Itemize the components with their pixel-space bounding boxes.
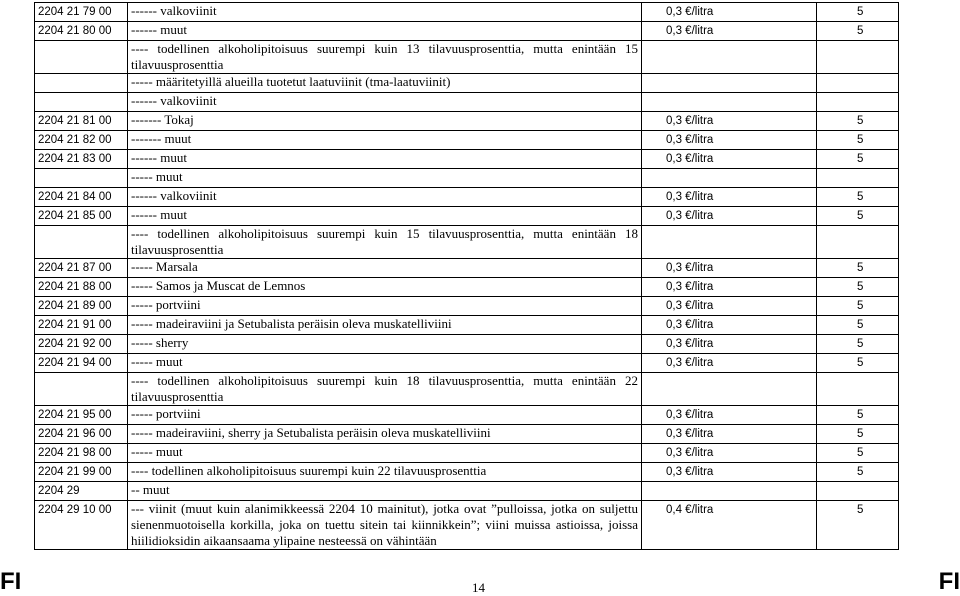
description-cell: ----- Samos ja Muscat de Lemnos bbox=[128, 278, 642, 297]
duty-rate-cell: 0,3 €/litra bbox=[642, 259, 817, 278]
tariff-row bbox=[35, 501, 899, 550]
cn-code-cell: 2204 21 79 00 bbox=[35, 3, 128, 22]
duty-rate-cell: 0,3 €/litra bbox=[642, 112, 817, 131]
duty-rate-cell: 0,3 €/litra bbox=[642, 406, 817, 425]
cn-code-cell: 2204 21 81 00 bbox=[35, 112, 128, 131]
cn-code-cell bbox=[35, 93, 128, 112]
description-cell: ------ valkoviinit bbox=[128, 188, 642, 207]
tariff-row bbox=[35, 463, 899, 482]
staging-category-cell bbox=[817, 482, 899, 501]
staging-category-cell bbox=[817, 74, 899, 93]
cn-code-cell: 2204 21 99 00 bbox=[35, 463, 128, 482]
description-cell: ------ muut bbox=[128, 207, 642, 226]
duty-rate-cell: 0,3 €/litra bbox=[642, 22, 817, 41]
staging-category-cell: 5 bbox=[817, 112, 899, 131]
staging-category-cell: 5 bbox=[817, 207, 899, 226]
duty-rate-cell bbox=[642, 226, 817, 259]
tariff-row bbox=[35, 93, 899, 112]
staging-category-cell: 5 bbox=[817, 335, 899, 354]
staging-category-cell: 5 bbox=[817, 131, 899, 150]
duty-rate-cell bbox=[642, 482, 817, 501]
cn-code-cell bbox=[35, 226, 128, 259]
tariff-row bbox=[35, 3, 899, 22]
cn-code-cell: 2204 21 92 00 bbox=[35, 335, 128, 354]
cn-code-cell: 2204 21 83 00 bbox=[35, 150, 128, 169]
tariff-row bbox=[35, 150, 899, 169]
tariff-table-body bbox=[35, 3, 899, 550]
description-cell: --- viinit (muut kuin alanimikkeessä 2204 10 mainitut), jotka ovat ”pulloissa, jotka on suljettu sienenmuotoisella korkilla, joka on tuettu sitein tai kiinnikkein”; viini muissa astioissa, joissa hiilidioksidin aikaansaama ylipaine nesteessä on vähintään bbox=[128, 501, 642, 550]
description-cell: ---- todellinen alkoholipitoisuus suurempi kuin 13 tilavuusprosenttia, mutta enintään 15 tilavuusprosenttia bbox=[128, 41, 642, 74]
tariff-row bbox=[35, 482, 899, 501]
duty-rate-cell: 0,3 €/litra bbox=[642, 335, 817, 354]
description-cell: ------ valkoviinit bbox=[128, 93, 642, 112]
description-cell: ------ muut bbox=[128, 150, 642, 169]
description-cell: ------ valkoviinit bbox=[128, 3, 642, 22]
staging-category-cell: 5 bbox=[817, 278, 899, 297]
description-cell: ---- todellinen alkoholipitoisuus suurempi kuin 22 tilavuusprosenttia bbox=[128, 463, 642, 482]
duty-rate-cell: 0,3 €/litra bbox=[642, 3, 817, 22]
description-cell: ------- muut bbox=[128, 131, 642, 150]
staging-category-cell bbox=[817, 226, 899, 259]
duty-rate-cell: 0,3 €/litra bbox=[642, 278, 817, 297]
description-cell: ----- muut bbox=[128, 169, 642, 188]
duty-rate-cell bbox=[642, 373, 817, 406]
description-cell: ----- portviini bbox=[128, 297, 642, 316]
description-cell: ----- määritetyillä alueilla tuotetut laatuviinit (tma-laatuviinit) bbox=[128, 74, 642, 93]
duty-rate-cell: 0,3 €/litra bbox=[642, 425, 817, 444]
cn-code-cell bbox=[35, 74, 128, 93]
page-number: 14 bbox=[472, 580, 485, 595]
duty-rate-cell: 0,3 €/litra bbox=[642, 444, 817, 463]
tariff-row bbox=[35, 226, 899, 259]
staging-category-cell: 5 bbox=[817, 463, 899, 482]
description-cell: ----- portviini bbox=[128, 406, 642, 425]
description-cell: ----- sherry bbox=[128, 335, 642, 354]
staging-category-cell: 5 bbox=[817, 354, 899, 373]
staging-category-cell bbox=[817, 93, 899, 112]
duty-rate-cell: 0,3 €/litra bbox=[642, 354, 817, 373]
tariff-row bbox=[35, 41, 899, 74]
cn-code-cell bbox=[35, 373, 128, 406]
cn-code-cell: 2204 21 87 00 bbox=[35, 259, 128, 278]
staging-category-cell: 5 bbox=[817, 501, 899, 550]
description-cell: ----- muut bbox=[128, 444, 642, 463]
staging-category-cell: 5 bbox=[817, 3, 899, 22]
description-cell: ----- Marsala bbox=[128, 259, 642, 278]
staging-category-cell: 5 bbox=[817, 150, 899, 169]
description-cell: ---- todellinen alkoholipitoisuus suurempi kuin 15 tilavuusprosenttia, mutta enintään 18 tilavuusprosenttia bbox=[128, 226, 642, 259]
tariff-row bbox=[35, 278, 899, 297]
tariff-row bbox=[35, 188, 899, 207]
tariff-row bbox=[35, 335, 899, 354]
tariff-row bbox=[35, 297, 899, 316]
cn-code-cell: 2204 21 80 00 bbox=[35, 22, 128, 41]
duty-rate-cell bbox=[642, 93, 817, 112]
duty-rate-cell: 0,3 €/litra bbox=[642, 150, 817, 169]
tariff-row bbox=[35, 354, 899, 373]
tariff-row bbox=[35, 316, 899, 335]
staging-category-cell: 5 bbox=[817, 188, 899, 207]
duty-rate-cell: 0,3 €/litra bbox=[642, 207, 817, 226]
cn-code-cell: 2204 21 94 00 bbox=[35, 354, 128, 373]
duty-rate-cell bbox=[642, 41, 817, 74]
cn-code-cell: 2204 21 98 00 bbox=[35, 444, 128, 463]
staging-category-cell bbox=[817, 41, 899, 74]
tariff-row bbox=[35, 373, 899, 406]
cn-code-cell: 2204 21 96 00 bbox=[35, 425, 128, 444]
cn-code-cell: 2204 21 82 00 bbox=[35, 131, 128, 150]
description-cell: ----- madeiraviini, sherry ja Setubalista peräisin oleva muskatelliviini bbox=[128, 425, 642, 444]
staging-category-cell: 5 bbox=[817, 297, 899, 316]
duty-rate-cell: 0,3 €/litra bbox=[642, 316, 817, 335]
tariff-row bbox=[35, 425, 899, 444]
description-cell: -- muut bbox=[128, 482, 642, 501]
tariff-row bbox=[35, 169, 899, 188]
staging-category-cell: 5 bbox=[817, 259, 899, 278]
cn-code-cell: 2204 21 85 00 bbox=[35, 207, 128, 226]
cn-code-cell: 2204 29 bbox=[35, 482, 128, 501]
staging-category-cell bbox=[817, 169, 899, 188]
cn-code-cell: 2204 21 84 00 bbox=[35, 188, 128, 207]
staging-category-cell bbox=[817, 373, 899, 406]
staging-category-cell: 5 bbox=[817, 316, 899, 335]
cn-code-cell bbox=[35, 41, 128, 74]
cn-code-cell: 2204 21 88 00 bbox=[35, 278, 128, 297]
description-cell: ---- todellinen alkoholipitoisuus suurempi kuin 18 tilavuusprosenttia, mutta enintään 22 tilavuusprosenttia bbox=[128, 373, 642, 406]
description-cell: ------ muut bbox=[128, 22, 642, 41]
tariff-row bbox=[35, 207, 899, 226]
tariff-row bbox=[35, 259, 899, 278]
footer-language-left: FI bbox=[0, 568, 22, 595]
tariff-row bbox=[35, 444, 899, 463]
footer-language-right: FI bbox=[938, 568, 960, 595]
description-cell: ----- muut bbox=[128, 354, 642, 373]
cn-code-cell: 2204 29 10 00 bbox=[35, 501, 128, 550]
staging-category-cell: 5 bbox=[817, 444, 899, 463]
description-cell: ----- madeiraviini ja Setubalista peräisin oleva muskatelliviini bbox=[128, 316, 642, 335]
cn-code-cell: 2204 21 89 00 bbox=[35, 297, 128, 316]
staging-category-cell: 5 bbox=[817, 425, 899, 444]
duty-rate-cell: 0,3 €/litra bbox=[642, 188, 817, 207]
tariff-table bbox=[34, 2, 899, 550]
duty-rate-cell bbox=[642, 169, 817, 188]
duty-rate-cell: 0,3 €/litra bbox=[642, 463, 817, 482]
duty-rate-cell: 0,4 €/litra bbox=[642, 501, 817, 550]
staging-category-cell: 5 bbox=[817, 406, 899, 425]
duty-rate-cell bbox=[642, 74, 817, 93]
duty-rate-cell: 0,3 €/litra bbox=[642, 131, 817, 150]
description-cell: ------- Tokaj bbox=[128, 112, 642, 131]
tariff-row bbox=[35, 112, 899, 131]
duty-rate-cell: 0,3 €/litra bbox=[642, 297, 817, 316]
tariff-row bbox=[35, 22, 899, 41]
tariff-row bbox=[35, 74, 899, 93]
tariff-row bbox=[35, 406, 899, 425]
cn-code-cell bbox=[35, 169, 128, 188]
tariff-row bbox=[35, 131, 899, 150]
cn-code-cell: 2204 21 95 00 bbox=[35, 406, 128, 425]
staging-category-cell: 5 bbox=[817, 22, 899, 41]
cn-code-cell: 2204 21 91 00 bbox=[35, 316, 128, 335]
